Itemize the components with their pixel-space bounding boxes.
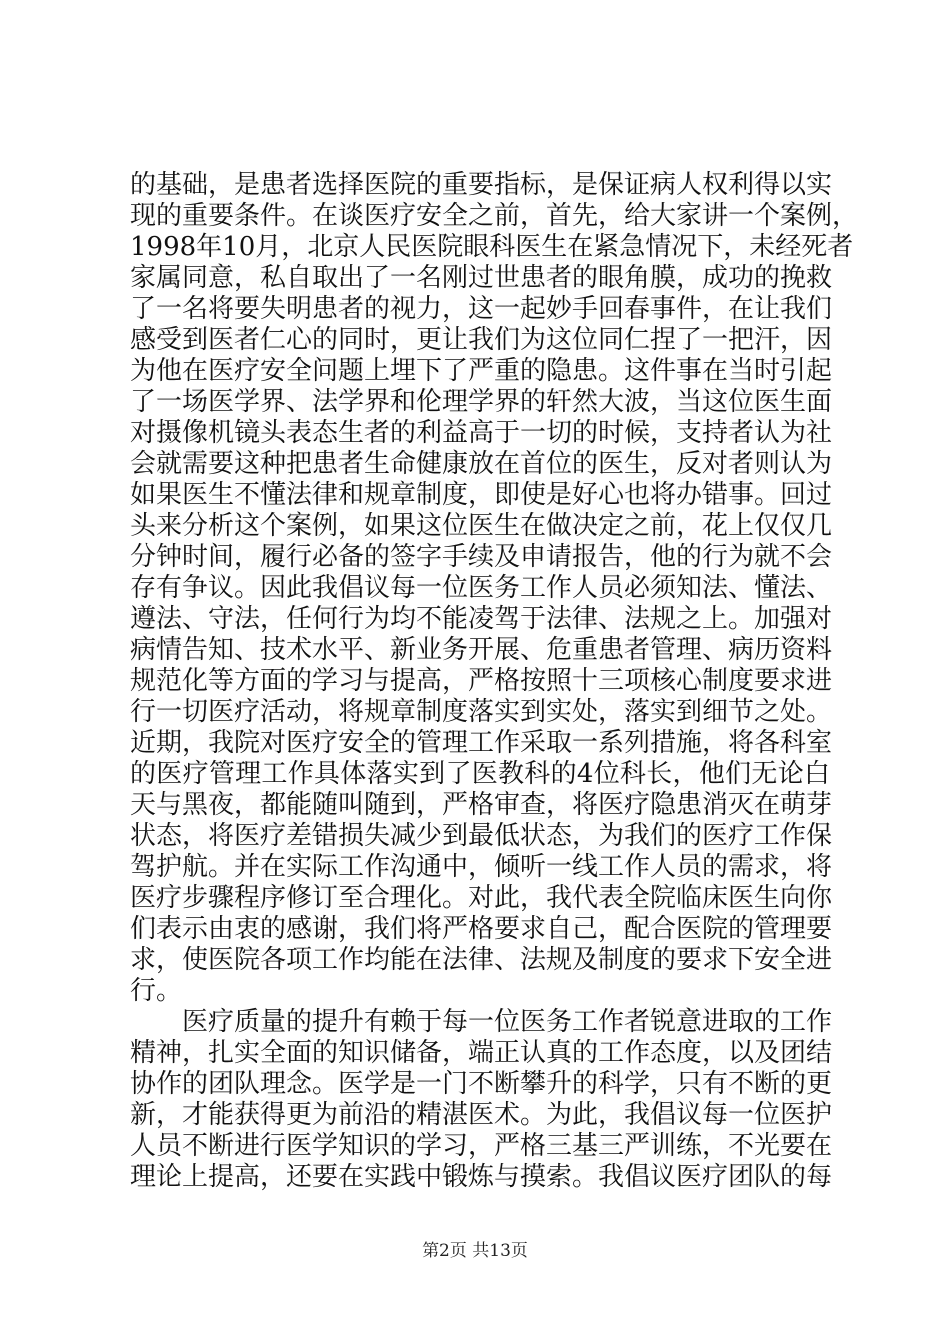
text-line: 感受到医者仁心的同时，更让我们为这位同仁捏了一把汗，因 [130, 325, 833, 355]
text-line: 病情告知、技术水平、新业务开展、危重患者管理、病历资料 [130, 635, 833, 665]
page-number-label: 第2页 共13页 [422, 1241, 528, 1261]
text-line: 了一名将要失明患者的视力，这一起妙手回春事件，在让我们 [130, 294, 833, 324]
document-body [130, 170, 859, 1193]
text-line: 人员不断进行医学知识的学习，严格三基三严训练，不光要在 [130, 1131, 833, 1161]
text-line: 医疗质量的提升有赖于每一位医务工作者锐意进取的工作 [182, 1007, 833, 1037]
text-line: 了一场医学界、法学界和伦理学界的轩然大波，当这位医生面 [130, 387, 833, 417]
text-line: 理论上提高，还要在实践中锻炼与摸索。我倡议医疗团队的每 [130, 1162, 833, 1192]
text-line: 行一切医疗活动，将规章制度落实到实处，落实到细节之处。 [130, 697, 833, 727]
text-line: 求，使医院各项工作均能在法律、法规及制度的要求下安全进 [130, 945, 833, 975]
text-line: 会就需要这种把患者生命健康放在首位的医生，反对者则认为 [130, 449, 833, 479]
text-line: 的医疗管理工作具体落实到了医教科的4位科长，他们无论白 [130, 759, 830, 789]
text-line: 为他在医疗安全问题上埋下了严重的隐患。这件事在当时引起 [130, 356, 833, 386]
text-line: 现的重要条件。在谈医疗安全之前，首先，给大家讲一个案例， [130, 201, 859, 231]
text-line: 1998年10月，北京人民医院眼科医生在紧急情况下，未经死者 [130, 232, 854, 262]
text-line: 的基础，是患者选择医院的重要指标，是保证病人权利得以实 [130, 170, 833, 200]
text-line: 驾护航。并在实际工作沟通中，倾听一线工作人员的需求，将 [130, 852, 833, 882]
text-line: 行。 [130, 976, 183, 1006]
text-line: 新，才能获得更为前沿的精湛医术。为此，我倡议每一位医护 [130, 1100, 833, 1130]
text-line: 医疗步骤程序修订至合理化。对此，我代表全院临床医生向你 [130, 883, 833, 913]
text-line: 遵法、守法，任何行为均不能凌驾于法律、法规之上。加强对 [130, 604, 833, 634]
text-line: 们表示由衷的感谢，我们将严格要求自己，配合医院的管理要 [130, 914, 833, 944]
paragraph-2 [130, 1007, 833, 1193]
text-line: 对摄像机镜头表态生者的利益高于一切的时候，支持者认为社 [130, 418, 833, 448]
text-line: 近期，我院对医疗安全的管理工作采取一系列措施，将各科室 [130, 728, 833, 758]
text-line: 如果医生不懂法律和规章制度，即使是好心也将办错事。回过 [130, 480, 833, 510]
page-footer [0, 1240, 950, 1262]
text-line: 分钟时间，履行必备的签字手续及申请报告，他的行为就不会 [130, 542, 833, 572]
text-line: 规范化等方面的学习与提高，严格按照十三项核心制度要求进 [130, 666, 833, 696]
paragraph-1 [130, 170, 859, 1007]
text-line: 天与黑夜，都能随叫随到，严格审查，将医疗隐患消灭在萌芽 [130, 790, 833, 820]
text-line: 精神，扎实全面的知识储备，端正认真的工作态度，以及团结 [130, 1038, 833, 1068]
text-line: 家属同意，私自取出了一名刚过世患者的眼角膜，成功的挽救 [130, 263, 833, 293]
text-line: 头来分析这个案例，如果这位医生在做决定之前，花上仅仅几 [130, 511, 833, 541]
text-line: 协作的团队理念。医学是一门不断攀升的科学，只有不断的更 [130, 1069, 833, 1099]
text-line: 存有争议。因此我倡议每一位医务工作人员必须知法、懂法、 [130, 573, 833, 603]
text-line: 状态，将医疗差错损失减少到最低状态，为我们的医疗工作保 [130, 821, 833, 851]
